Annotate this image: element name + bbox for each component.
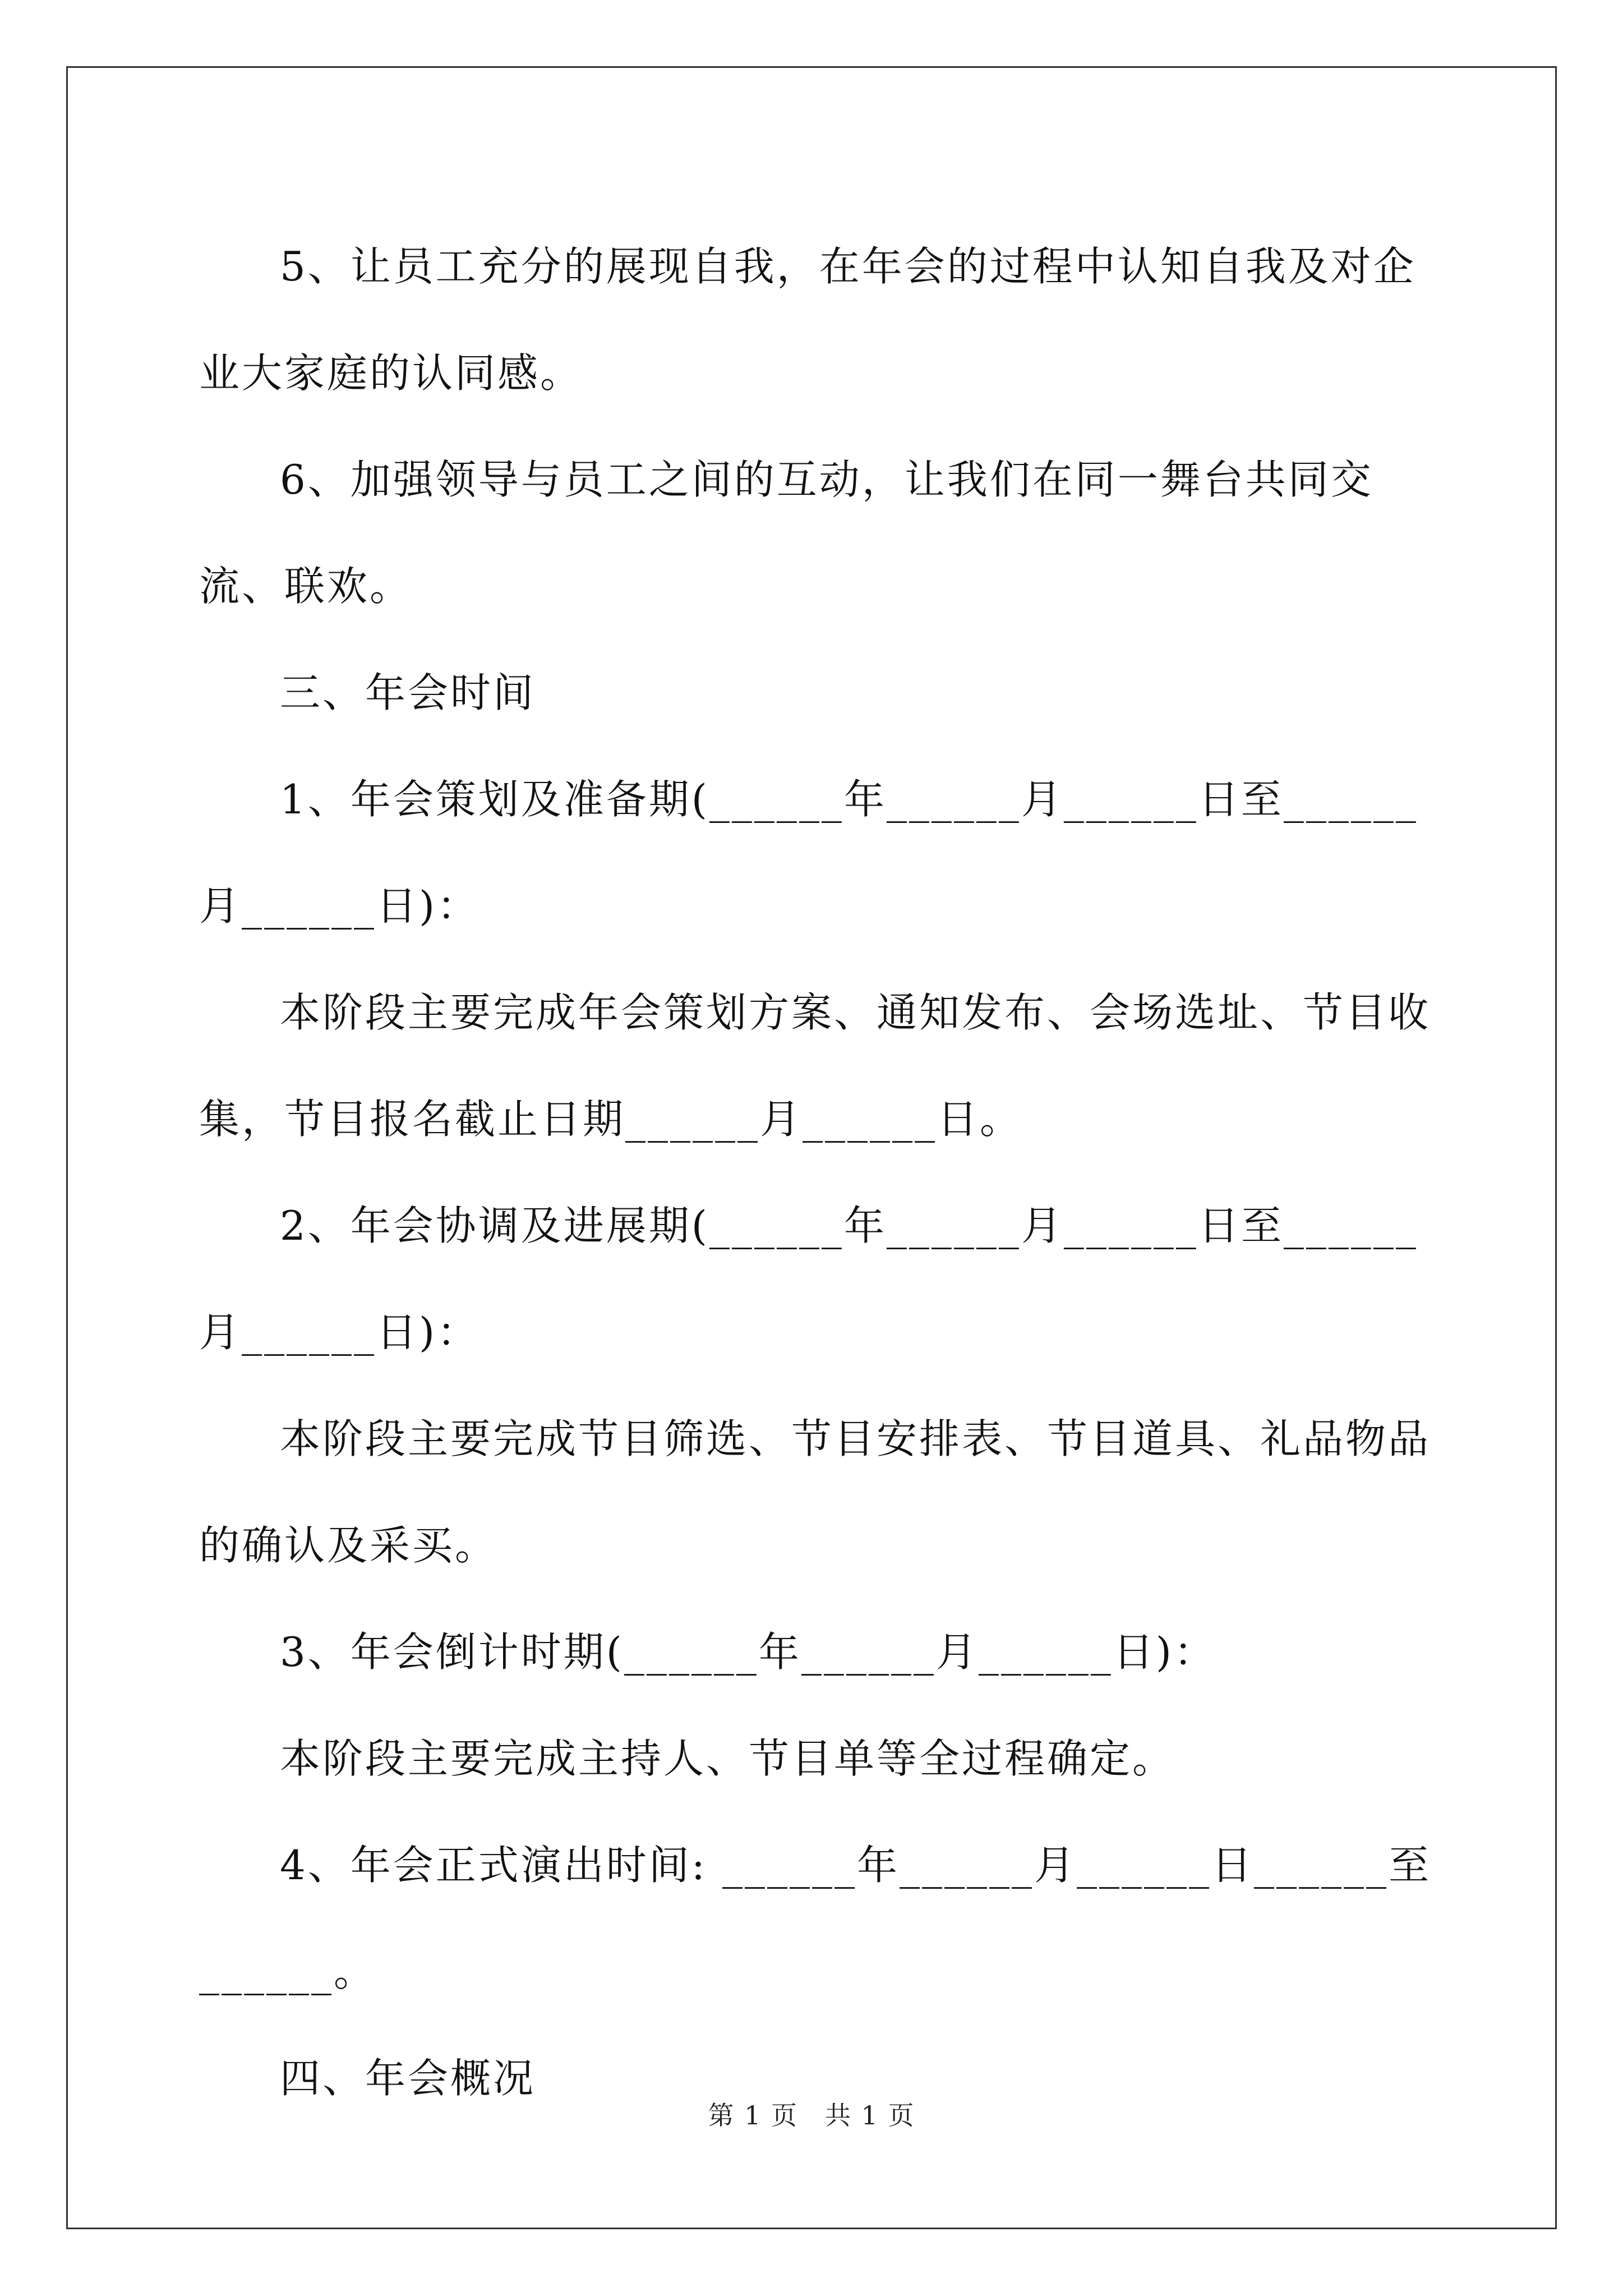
document-body [199,213,1433,2132]
section-heading-overview: 四、年会概况 [280,2055,536,2102]
paragraph-time-2-detail: 本阶段主要完成节目筛选、节目安排表、节目道具、礼品物品的确认及采买。 [199,1415,1431,1569]
paragraph-time-3-detail: 本阶段主要完成主持人、节目单等全过程确定。 [280,1735,1175,1782]
paragraph-time-3: 3、年会倒计时期(______年______月______日)： [280,1628,1216,1676]
paragraph-time-1-detail: 本阶段主要完成年会策划方案、通知发布、会场选址、节目收集，节目报名截止日期______月______日。 [199,989,1431,1143]
page-number-footer: 第 1 页 共 1 页 [708,2100,915,2131]
paragraph-time-2: 2、年会协调及进展期(______年______月______日至______月______日)： [199,1202,1418,1356]
paragraph-time-4: 4、年会正式演出时间: ______年______月______日______至______。 [199,1842,1431,1995]
section-heading-time: 三、年会时间 [280,669,536,716]
paragraph-time-1: 1、年会策划及准备期(______年______月______日至______月______日)： [199,776,1418,930]
paragraph-goal-6: 6、加强领导与员工之间的互动，让我们在同一舞台共同交流、联欢。 [199,456,1373,610]
paragraph-goal-5: 5、让员工充分的展现自我，在年会的过程中认知自我及对企业大家庭的认同感。 [199,243,1416,397]
